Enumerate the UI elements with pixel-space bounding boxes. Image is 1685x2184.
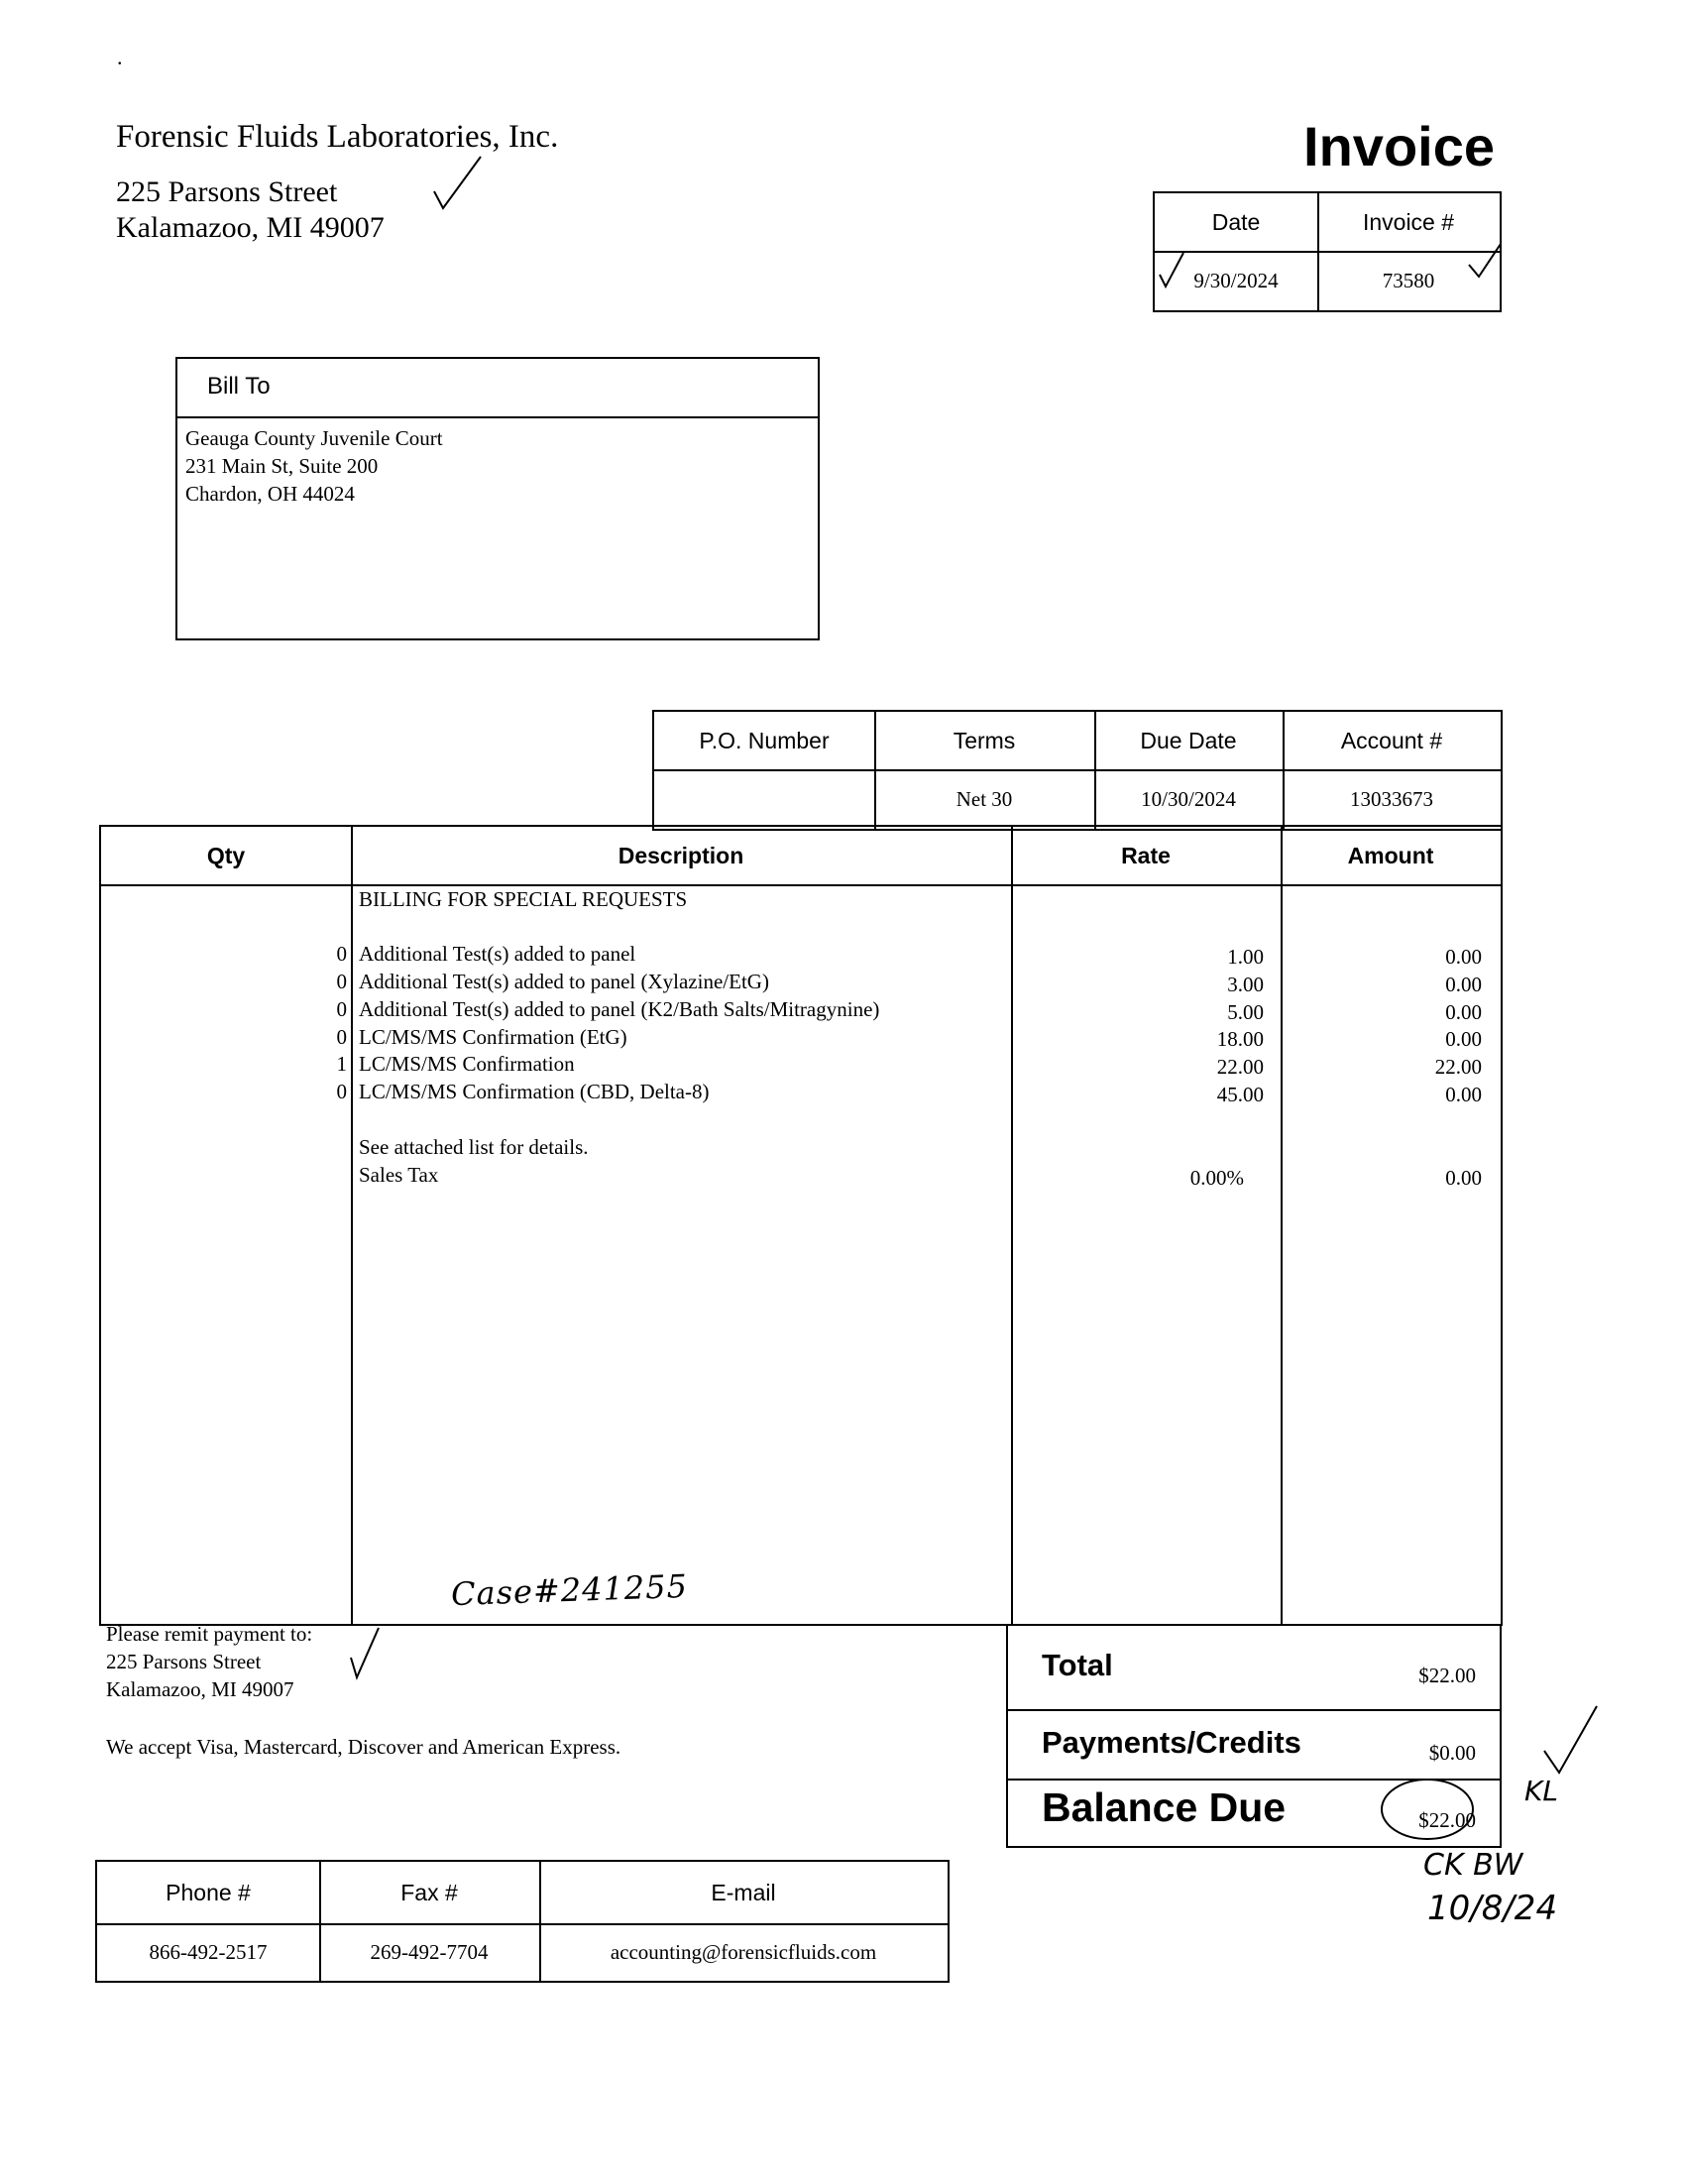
invoice-title: Invoice — [1303, 115, 1495, 177]
date-label: Date — [1211, 208, 1261, 235]
row-qty: 0 — [336, 1080, 347, 1103]
row-qty: 0 — [336, 997, 347, 1021]
row-qty: 0 — [336, 942, 347, 966]
po-terms-box — [652, 710, 1503, 831]
row-rate: 5.00 — [1227, 1000, 1264, 1024]
terms-value: Net 30 — [955, 786, 1013, 811]
terms-label: Terms — [953, 727, 1016, 753]
circle-annotation — [1378, 1775, 1477, 1844]
invoice-date: 9/30/2024 — [1193, 268, 1279, 292]
checkmark-icon — [1158, 251, 1187, 290]
fax-value: 269-492-7704 — [370, 1939, 489, 1964]
balance-due-value: $22.00 — [1418, 1808, 1476, 1832]
handwritten-case-number: Case#241255 — [450, 1566, 689, 1614]
section-title: BILLING FOR SPECIAL REQUESTS — [359, 887, 688, 911]
row-rate: 22.00 — [1216, 1055, 1264, 1079]
row-qty: 0 — [336, 1025, 347, 1049]
row-description: LC/MS/MS Confirmation — [359, 1052, 575, 1076]
row-description: LC/MS/MS Confirmation (CBD, Delta-8) — [359, 1080, 710, 1103]
checkmark-icon — [1541, 1703, 1601, 1778]
row-amount: 0.00 — [1445, 1027, 1482, 1051]
row-amount: 0.00 — [1445, 973, 1482, 996]
row-rate: 3.00 — [1227, 973, 1264, 996]
checkmark-icon — [1465, 241, 1505, 281]
qty-header: Qty — [206, 842, 246, 868]
fax-label: Fax # — [400, 1879, 458, 1905]
company-name: Forensic Fluids Laboratories, Inc. — [116, 119, 559, 155]
bill-to-box — [175, 357, 820, 640]
phone-label: Phone # — [166, 1879, 251, 1905]
row-amount: 0.00 — [1445, 1083, 1482, 1106]
date-invoice-box — [1153, 191, 1502, 312]
due-date-label: Due Date — [1140, 727, 1237, 753]
stray-dot: . — [117, 45, 123, 69]
row-description: Additional Test(s) added to panel — [359, 942, 636, 966]
row-description: Additional Test(s) added to panel (Xylazine/EtG) — [359, 970, 769, 993]
balance-due-label: Balance Due — [1042, 1784, 1287, 1830]
row-rate: 45.00 — [1216, 1083, 1264, 1106]
amount-header: Amount — [1347, 842, 1434, 868]
phone-value: 866-492-2517 — [149, 1939, 268, 1964]
payments-label: Payments/Credits — [1042, 1725, 1301, 1760]
sales-tax-rate: 0.00% — [1189, 1166, 1244, 1190]
row-amount: 0.00 — [1445, 1000, 1482, 1024]
accepted-cards-note: We accept Visa, Mastercard, Discover and American Express. — [106, 1735, 621, 1759]
bill-to-line: Chardon, OH 44024 — [185, 482, 355, 506]
row-amount: 0.00 — [1445, 945, 1482, 969]
total-value: $22.00 — [1418, 1664, 1476, 1687]
po-number-label: P.O. Number — [699, 727, 830, 753]
row-rate: 1.00 — [1227, 945, 1264, 969]
po-number-value — [654, 769, 874, 829]
remit-line: 225 Parsons Street — [106, 1650, 262, 1673]
handwritten-date: 10/8/24 — [1427, 1889, 1558, 1928]
rate-header: Rate — [1121, 842, 1171, 868]
contact-box — [95, 1860, 950, 1983]
remit-line: Kalamazoo, MI 49007 — [106, 1677, 294, 1701]
row-description: LC/MS/MS Confirmation (EtG) — [359, 1025, 627, 1049]
checkmark-icon — [431, 154, 486, 213]
company-city: Kalamazoo, MI 49007 — [116, 211, 385, 244]
remit-line: Please remit payment to: — [106, 1622, 313, 1646]
account-number-label: Account # — [1340, 727, 1443, 753]
invoice-number: 73580 — [1382, 268, 1435, 292]
handwritten-initials: KL — [1524, 1775, 1558, 1807]
row-qty: 0 — [336, 970, 347, 993]
total-label: Total — [1042, 1648, 1113, 1682]
invoice-number-label: Invoice # — [1362, 208, 1455, 235]
see-attached-note: See attached list for details. — [359, 1135, 589, 1159]
account-number-value: 13033673 — [1350, 786, 1433, 811]
row-description: Additional Test(s) added to panel (K2/Bath Salts/Mitragynine) — [359, 997, 880, 1021]
payments-value: $0.00 — [1428, 1741, 1476, 1765]
due-date-value: 10/30/2024 — [1141, 786, 1236, 811]
bill-to-line: Geauga County Juvenile Court — [185, 426, 443, 450]
sales-tax-label: Sales Tax — [359, 1163, 439, 1187]
row-rate: 18.00 — [1216, 1027, 1264, 1051]
bill-to-title: Bill To — [207, 373, 271, 400]
checkmark-icon — [349, 1626, 383, 1681]
bill-to-line: 231 Main St, Suite 200 — [185, 454, 379, 478]
row-amount: 22.00 — [1434, 1055, 1482, 1079]
handwritten-check-note: CK BW — [1423, 1848, 1523, 1883]
company-street: 225 Parsons Street — [116, 175, 338, 208]
email-label: E-mail — [711, 1879, 776, 1905]
row-qty: 1 — [336, 1052, 347, 1076]
description-header: Description — [618, 842, 744, 868]
sales-tax-amount: 0.00 — [1445, 1166, 1482, 1190]
email-value: accounting@forensicfluids.com — [610, 1939, 877, 1964]
